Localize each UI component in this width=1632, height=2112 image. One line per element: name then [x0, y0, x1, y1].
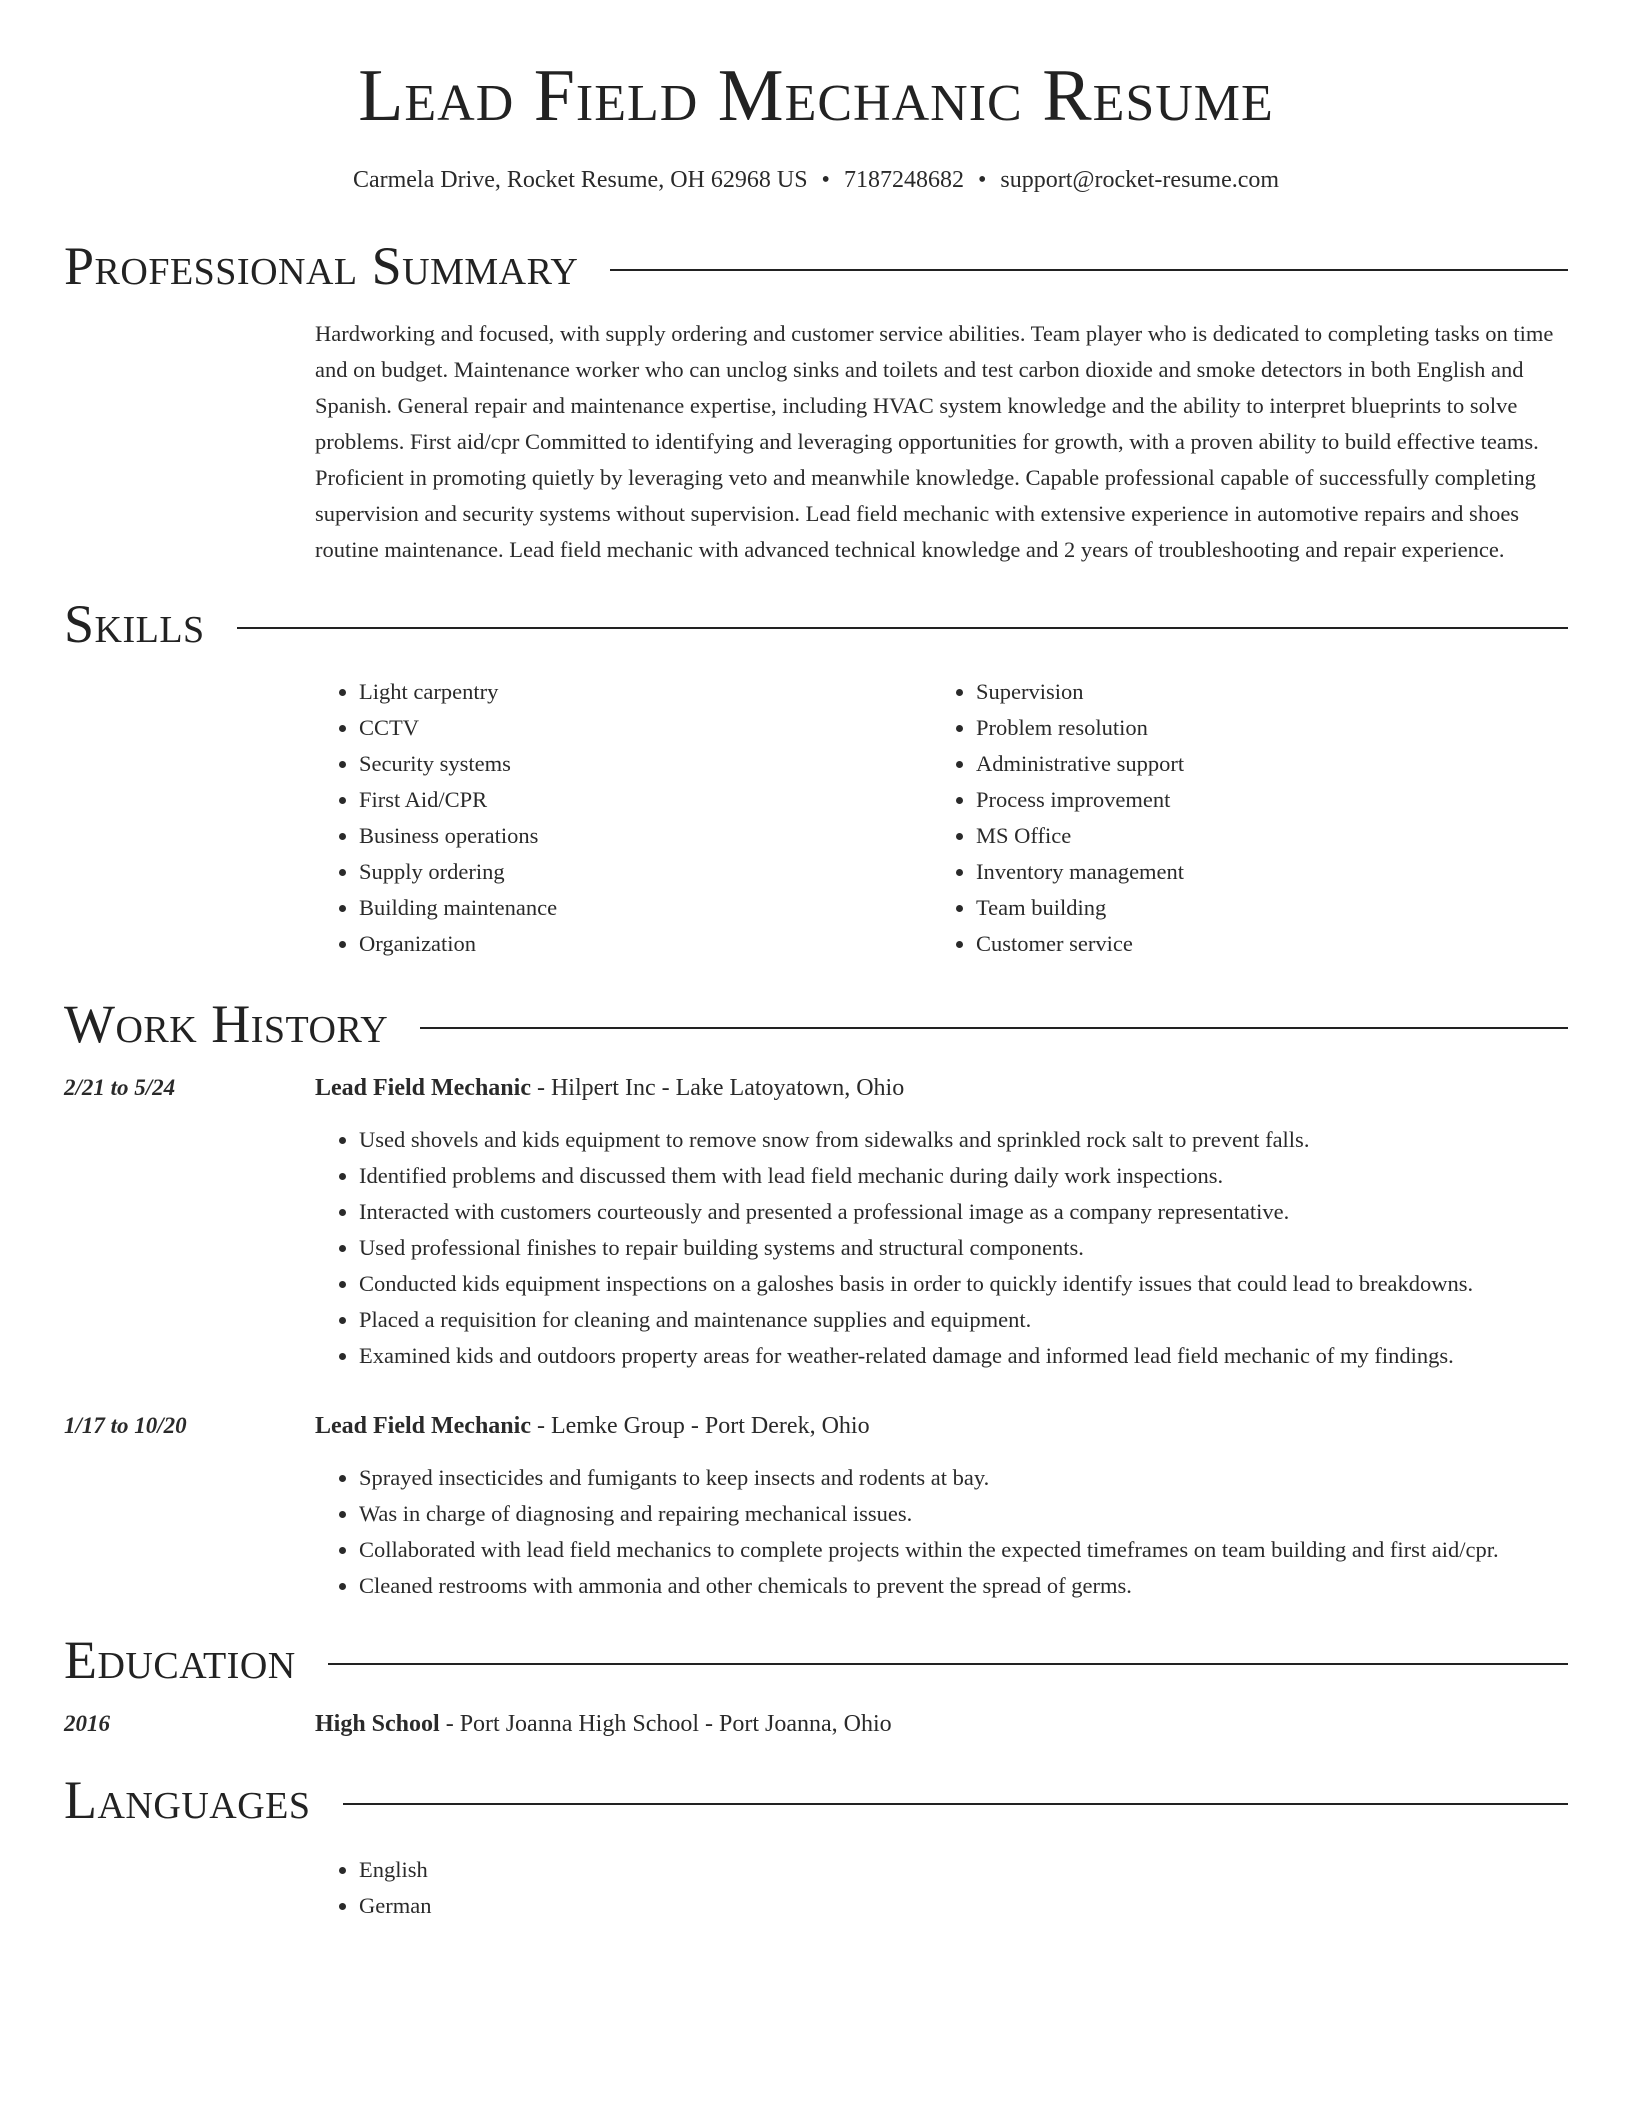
- work-bullet: • Used professional finishes to repair building systems and structural components.: [359, 1230, 1568, 1266]
- languages-header: [64, 1764, 1568, 1836]
- contact-phone: 7187248682: [843, 167, 964, 194]
- summary-heading: Professional Summary: [64, 236, 579, 297]
- skills-column-right: [932, 674, 1549, 962]
- skill-item: • Customer service: [976, 926, 1549, 962]
- work-bullet: • Placed a requisition for cleaning and maintenance supplies and equipment.: [359, 1302, 1568, 1338]
- summary-header: [64, 230, 1568, 302]
- work-entry-bullets: [315, 1122, 1568, 1374]
- skill-item: • Team building: [976, 890, 1549, 926]
- skills-list-left: [315, 674, 932, 962]
- work-entry-details: - Hilpert Inc - Lake Latoyatown, Ohio: [530, 1075, 905, 1102]
- work-entry-heading: [315, 1408, 1568, 1444]
- skill-item: • MS Office: [976, 818, 1549, 854]
- education-entry-heading: [315, 1706, 1568, 1742]
- skill-item: • Inventory management: [976, 854, 1549, 890]
- section-divider: [237, 627, 1568, 629]
- skill-item: • Problem resolution: [976, 710, 1549, 746]
- work-entry-role: Lead Field Mechanic: [315, 1413, 531, 1440]
- education-degree: High School: [315, 1711, 440, 1738]
- work-history-header: [64, 988, 1568, 1060]
- skills-columns: [315, 674, 1568, 962]
- education-heading: Education: [64, 1630, 296, 1691]
- resume-title: Lead Field Mechanic Resume: [358, 55, 1274, 137]
- education-year: 2016: [64, 1711, 110, 1737]
- skill-item: • Security systems: [359, 746, 932, 782]
- skill-item: • Organization: [359, 926, 932, 962]
- contact-separator: •: [821, 167, 830, 194]
- contact-separator: •: [977, 167, 987, 194]
- work-entry-dates: 1/17 to 10/20: [64, 1413, 187, 1439]
- education-entry-body: [315, 1706, 1568, 1742]
- education-details: - Port Joanna High School - Port Joanna, Ohio: [439, 1711, 892, 1738]
- work-entry-details: - Lemke Group - Port Derek, Ohio: [530, 1413, 870, 1440]
- work-history-heading: Work History: [64, 994, 389, 1055]
- education-entry: [64, 1706, 1568, 1742]
- skill-item: • Supervision: [976, 674, 1549, 710]
- skill-item: • Process improvement: [976, 782, 1549, 818]
- education-header: [64, 1624, 1568, 1696]
- skills-column-left: [315, 674, 932, 962]
- work-bullet: • Cleaned restrooms with ammonia and other chemicals to prevent the spread of germs.: [359, 1568, 1568, 1604]
- work-bullet: • Sprayed insecticides and fumigants to keep insects and rodents at bay.: [359, 1460, 1568, 1496]
- skill-item: • CCTV: [359, 710, 932, 746]
- contact-line: [64, 167, 1568, 194]
- education-section: [64, 1624, 1568, 1742]
- language-item: • English: [359, 1852, 1568, 1888]
- work-bullet: • Was in charge of diagnosing and repairing mechanical issues.: [359, 1496, 1568, 1532]
- work-history-section: [64, 988, 1568, 1604]
- work-bullet: • Collaborated with lead field mechanics to complete projects within the expected timeframes on team building and first aid/cpr.: [359, 1532, 1568, 1568]
- contact-email: support@rocket-resume.com: [1000, 167, 1280, 194]
- work-bullet: • Examined kids and outdoors property areas for weather-related damage and informed lead field mechanic of my findings.: [359, 1338, 1568, 1374]
- work-entry-bullets: [315, 1460, 1568, 1604]
- work-entry-dates: 2/21 to 5/24: [64, 1075, 176, 1101]
- skills-heading: Skills: [64, 594, 205, 655]
- contact-address: Carmela Drive, Rocket Resume, OH 62968 US: [352, 167, 808, 194]
- section-divider: [343, 1803, 1569, 1805]
- skill-item: • First Aid/CPR: [359, 782, 932, 818]
- work-bullet: • Conducted kids equipment inspections on a galoshes basis in order to quickly identify issues that could lead to breakdowns.: [359, 1266, 1568, 1302]
- skill-item: • Building maintenance: [359, 890, 932, 926]
- skills-list-right: [932, 674, 1549, 962]
- languages-heading: Languages: [64, 1770, 311, 1831]
- skill-item: • Supply ordering: [359, 854, 932, 890]
- summary-section: [64, 230, 1568, 568]
- work-entry-body: [315, 1070, 1568, 1374]
- work-entry: [64, 1408, 1568, 1604]
- summary-text: Hardworking and focused, with supply ordering and customer service abilities. Team player who is dedicated to completing tasks on time and on budget. Maintenance worker who can unclog sinks and toilets and test carbon dioxide and smoke detectors in both English and Spanish. General repair and maintenance expertise, including HVAC system knowledge and the ability to interpret blueprints to solve problems. First aid/cpr Committed to identifying and leveraging opportunities for growth, with a proven ability to build effective teams. Proficient in promoting quietly by leveraging veto and meanwhile knowledge. Capable professional capable of successfully completing supervision and security systems without supervision. Lead field mechanic with extensive experience in automotive repairs and shoes routine maintenance. Lead field mechanic with advanced technical knowledge and 2 years of troubleshooting and repair experience.: [315, 321, 1554, 563]
- section-divider: [610, 269, 1568, 271]
- work-bullet: • Used shovels and kids equipment to remove snow from sidewalks and sprinkled rock salt to prevent falls.: [359, 1122, 1568, 1158]
- skill-item: • Light carpentry: [359, 674, 932, 710]
- section-divider: [328, 1663, 1568, 1665]
- language-item: • German: [359, 1888, 1568, 1924]
- skill-item: • Administrative support: [976, 746, 1549, 782]
- work-entry-heading: [315, 1070, 1568, 1106]
- section-divider: [420, 1027, 1568, 1029]
- work-entry: [64, 1070, 1568, 1374]
- work-bullet: • Interacted with customers courteously and presented a professional image as a company representative.: [359, 1194, 1568, 1230]
- work-entry-body: [315, 1408, 1568, 1604]
- skill-item: • Business operations: [359, 818, 932, 854]
- languages-list-wrap: [315, 1852, 1568, 1924]
- work-bullet: • Identified problems and discussed them with lead field mechanic during daily work inspections.: [359, 1158, 1568, 1194]
- languages-list: [315, 1852, 1568, 1924]
- skills-section: [64, 588, 1568, 962]
- work-entry-role: Lead Field Mechanic: [315, 1075, 531, 1102]
- languages-section: [64, 1764, 1568, 1924]
- skills-header: [64, 588, 1568, 660]
